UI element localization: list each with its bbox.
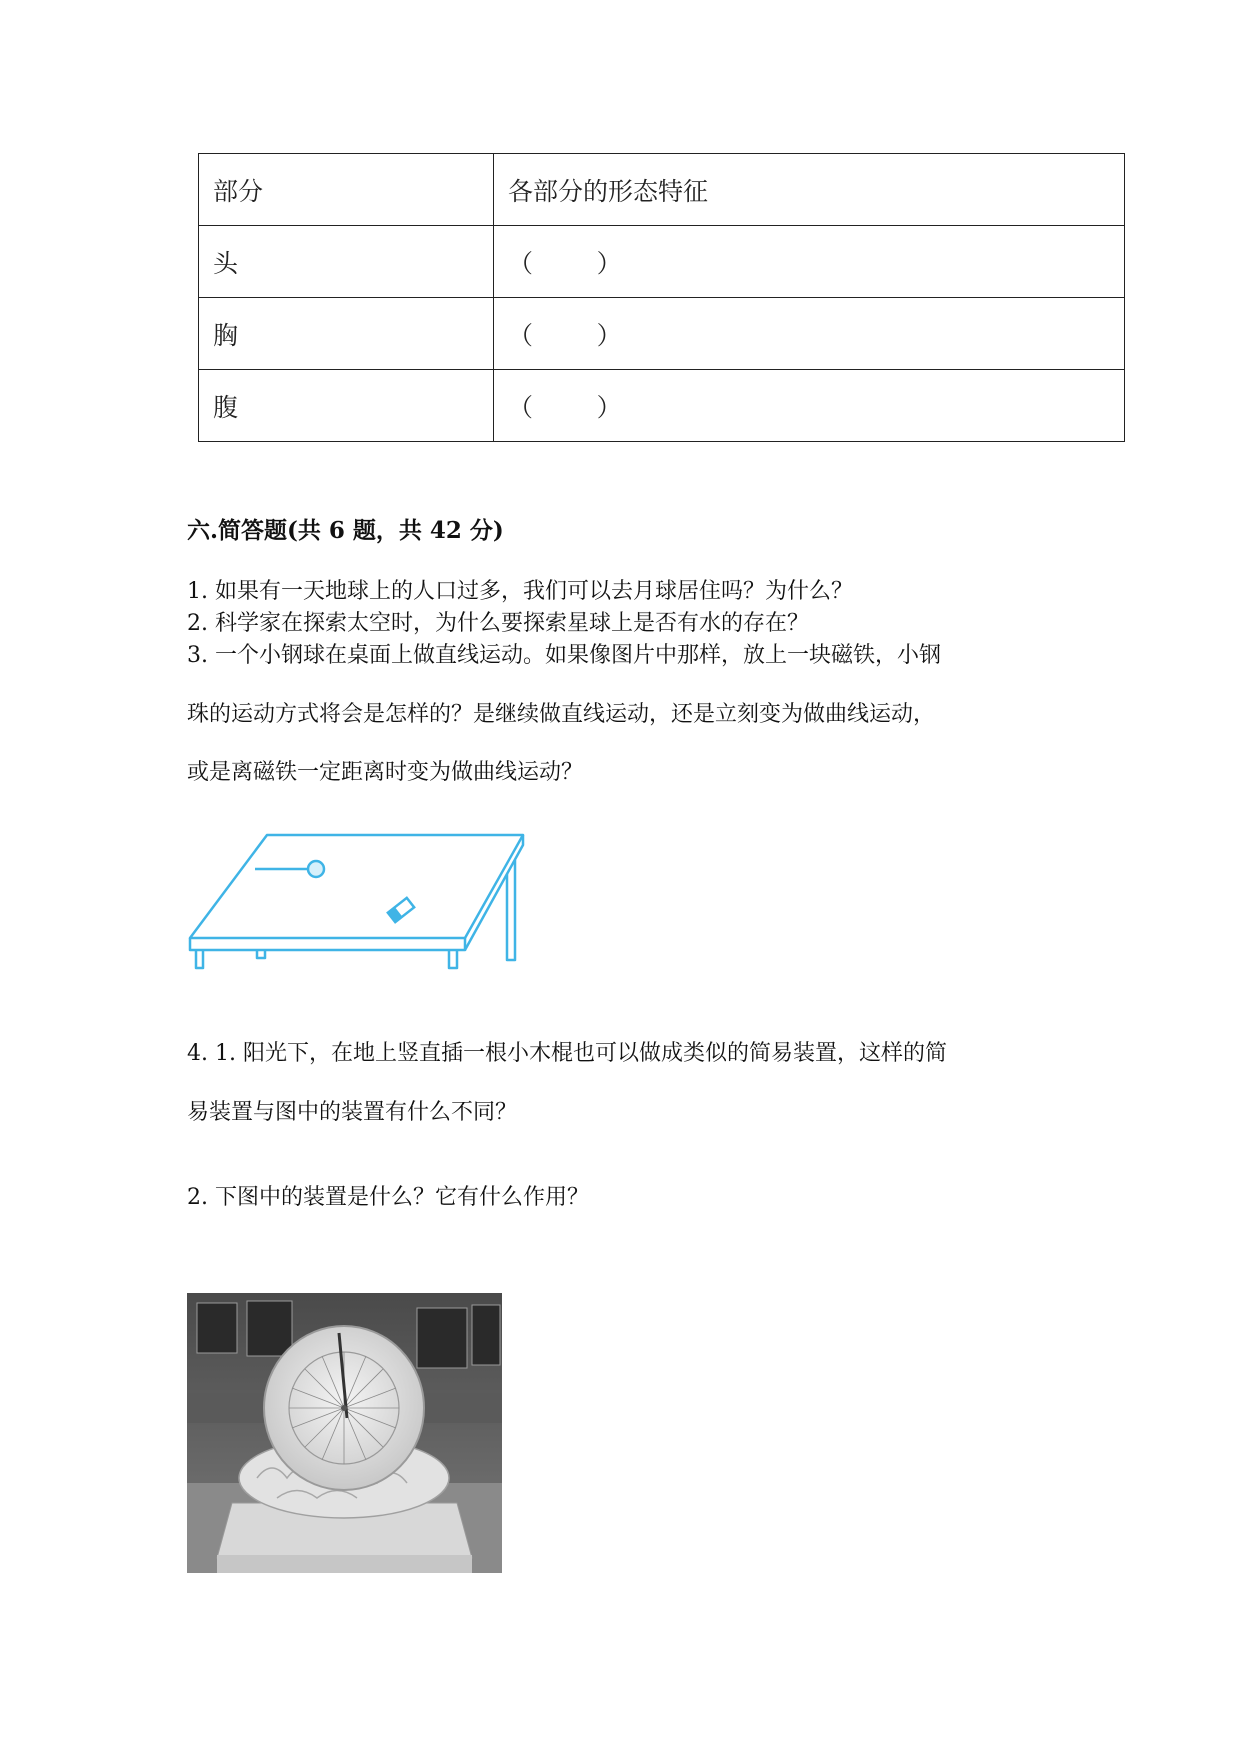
table-leg xyxy=(449,950,457,968)
part-cell: 胸 xyxy=(199,298,494,370)
question-4-line-2: 易装置与图中的装置有什么不同？ xyxy=(187,1100,518,1125)
magnet-icon xyxy=(388,898,414,922)
sundial-photo xyxy=(187,1293,502,1573)
part-cell: 腹 xyxy=(199,370,494,442)
table-leg xyxy=(196,950,203,968)
header-cell-feature: 各部分的形态特征 xyxy=(494,154,1125,226)
feature-cell: （ ） xyxy=(494,226,1125,298)
question-2: 2. 科学家在探索太空时，为什么要探索星球上是否有水的存在？ xyxy=(187,611,809,636)
table-row xyxy=(199,226,1125,298)
question-4-line-1: 4. 1. 阳光下，在地上竖直插一根小木棍也可以做成类似的简易装置，这样的简 xyxy=(187,1041,947,1066)
section-title: 六.简答题(共 6 题，共 42 分) xyxy=(187,517,504,544)
steel-ball-icon xyxy=(308,861,324,877)
table-ball-magnet-illustration xyxy=(185,830,530,970)
question-1: 1. 如果有一天地球上的人口过多，我们可以去月球居住吗？为什么？ xyxy=(187,579,853,604)
question-4-sub-2: 2. 下图中的装置是什么？它有什么作用？ xyxy=(187,1185,589,1210)
table-leg xyxy=(507,860,515,960)
part-cell: 头 xyxy=(199,226,494,298)
table-row xyxy=(199,298,1125,370)
table-row xyxy=(199,370,1125,442)
question-3-line-1: 3. 一个小钢球在桌面上做直线运动。如果像图片中那样，放上一块磁铁，小钢 xyxy=(187,643,941,668)
table-header-row xyxy=(199,154,1125,226)
header-cell-part: 部分 xyxy=(199,154,494,226)
feature-cell: （ ） xyxy=(494,298,1125,370)
question-3-line-3: 或是离磁铁一定距离时变为做曲线运动？ xyxy=(187,760,584,785)
question-3-line-2: 珠的运动方式将会是怎样的？是继续做直线运动，还是立刻变为做曲线运动， xyxy=(187,702,936,727)
table-top xyxy=(190,835,523,938)
feature-cell: （ ） xyxy=(494,370,1125,442)
feature-table xyxy=(198,153,1125,442)
